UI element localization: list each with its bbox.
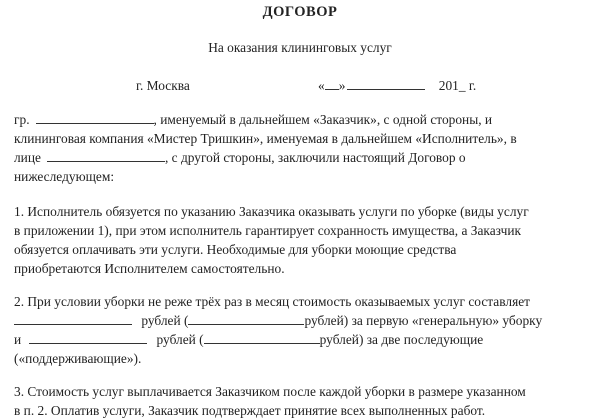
date-quote-close: » [338,78,346,93]
support-price-words-blank [204,332,320,344]
clause-1-line-4: приобретаются Исполнителем самостоятельно. [14,261,285,276]
preamble-line-2: клининговая компания «Мистер Тришкин», именуемая в дальнейшем «Исполнитель», в [14,131,517,146]
clause-2-line-4: («поддерживающие»). [14,351,142,366]
customer-name-blank [36,112,154,124]
clause-2-rubles-1: рублей ( [141,313,189,328]
preamble-line-4: нижеследующем: [14,169,115,184]
clause-2-general-text: рублей) за первую «генеральную» уборку [304,313,543,328]
date-line [318,78,476,94]
clause-1-line-1: 1. Исполнитель обязуется по указанию Заказчика оказывать услуги по уборке (виды услуг [14,204,529,219]
document-subtitle: На оказания клининговых услуг [208,40,392,55]
clause-2-line-3 [14,332,483,348]
city: г. Москва [136,78,190,93]
clause-1-line-2: в приложении 1), при этом исполнитель гарантирует сохранность имущества, а Заказчик [14,223,522,238]
preamble-gr: гр. [14,112,30,127]
document-title: ДОГОВОР [262,4,338,20]
clause-2-rubles-2: рублей ( [156,332,204,347]
clause-2-support-text: рублей) за две последующие [319,332,484,347]
general-price-blank [14,313,132,325]
preamble-line-3 [14,150,466,166]
clause-3-line-1: 3. Стоимость услуг выплачивается Заказчиком после каждой уборки в размере указанном [14,384,526,399]
preamble-litse: лице [14,150,41,165]
date-quote-open: « [318,78,325,93]
date-month-blank [347,78,425,90]
clause-2-line-2 [14,313,542,329]
clause-1-line-3: обязуется оплачивать эти услуги. Необходимые для уборки моющие средства [14,242,457,257]
clause-2-line-1: 2. При условии уборки не реже трёх раз в месяц стоимость оказываемых услуг составляет [14,294,531,309]
clause-3-line-2: в п. 2. Оплатив услуги, Заказчик подтверждает принятие всех выполненных работ. [14,403,486,418]
support-price-blank [29,332,147,344]
date-day-blank [325,78,339,90]
preamble-line-1 [14,112,492,128]
preamble-contractor-text: , с другой стороны, заключили настоящий Договор о [164,150,466,165]
clause-2-and: и [14,332,22,347]
date-year: 201_ г. [438,78,477,93]
representative-name-blank [47,150,165,162]
preamble-customer-text: , именуемый в дальнейшем «Заказчик», с одной стороны, и [153,112,493,127]
general-price-words-blank [188,313,304,325]
